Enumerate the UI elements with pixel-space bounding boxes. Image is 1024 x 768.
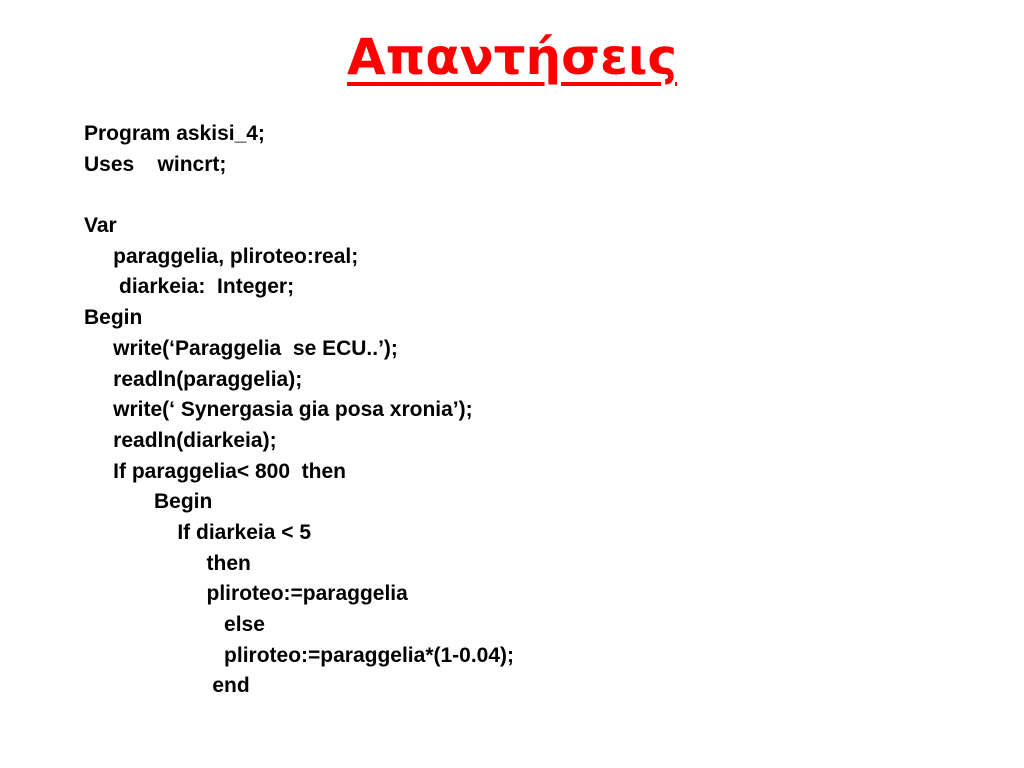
code-line: [84, 180, 984, 211]
code-line: Program askisi_4;: [84, 122, 265, 145]
code-line: then: [84, 551, 251, 575]
code-line: diarkeia: Integer;: [84, 275, 295, 299]
code-line: Begin: [84, 306, 143, 330]
code-line: readln(paraggelia);: [84, 367, 303, 391]
code-line: else: [84, 613, 265, 636]
code-line: Var: [84, 214, 117, 238]
code-line: write(‘ Synergasia gia posa xronia’);: [84, 398, 473, 422]
code-line: If diarkeia < 5: [84, 520, 312, 544]
code-line: Uses wincrt;: [84, 152, 227, 176]
slide-title: Απαντήσεις: [346, 28, 678, 86]
code-line: If paraggelia< 800 then: [84, 459, 347, 483]
code-line: Begin: [84, 490, 213, 514]
code-line: pliroteo:=paraggelia: [84, 582, 408, 606]
code-block: [84, 119, 984, 702]
code-line: pliroteo:=paraggelia*(1-0.04);: [84, 643, 515, 667]
code-line: end: [84, 674, 250, 698]
code-line: readln(diarkeia);: [84, 428, 277, 452]
code-line: paraggelia, pliroteo:real;: [84, 244, 359, 268]
code-line: write(‘Paraggelia se ECU..’);: [84, 336, 398, 360]
